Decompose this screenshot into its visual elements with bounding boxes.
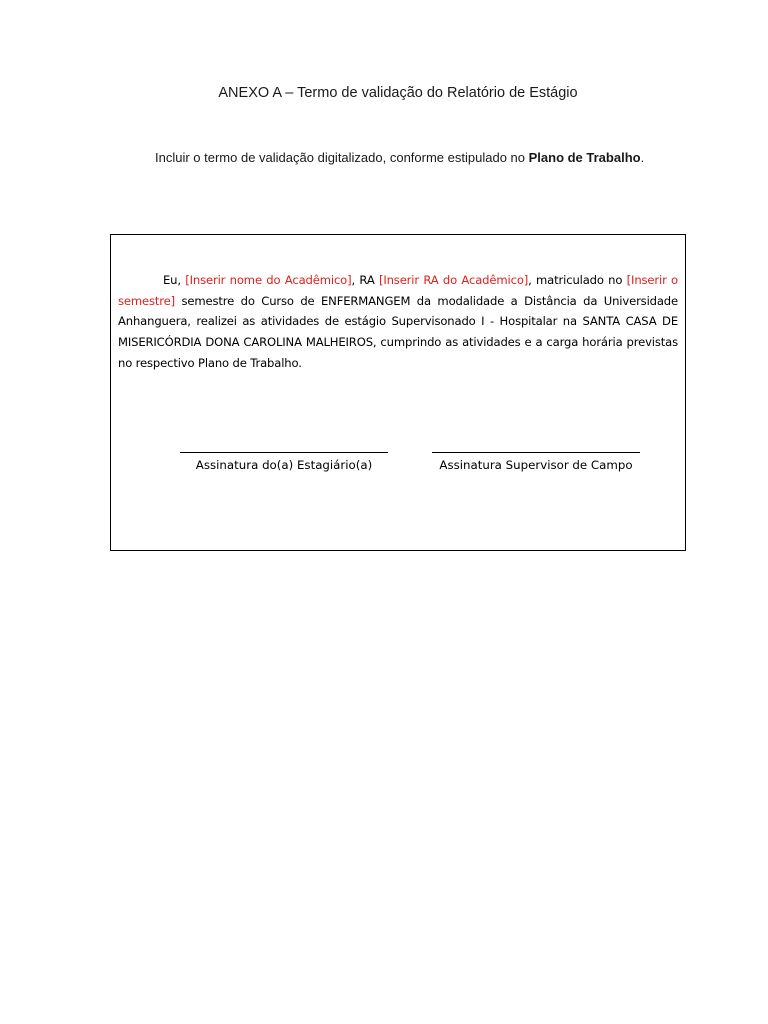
placeholder-name: [Inserir nome do Acadêmico] <box>185 273 352 287</box>
validation-box <box>110 234 686 551</box>
student-signature-label: Assinatura do(a) Estagiário(a) <box>195 458 373 472</box>
student-signature <box>174 452 394 472</box>
placeholder-semester: [Inserir o semestre] <box>118 273 678 308</box>
intro-paragraph <box>110 147 686 169</box>
declaration-text-4: semestre do Curso de ENFERMANGEM da modalidade a Distância da Universidade Anhanguera, realizei as atividades de estágio Supervisonado I - Hospitalar na SANTA CASA DE MISERICÓRDIA DONA CAROLINA MALHEIROS, cumprindo as atividades e a carga horária previstas no respectivo Plano de Trabalho. <box>118 293 678 370</box>
supervisor-signature-label: Assinatura Supervisor de Campo <box>439 458 633 472</box>
intro-end: . <box>640 150 645 165</box>
supervisor-signature <box>426 452 646 472</box>
declaration-text-3: , matriculado no <box>528 273 627 287</box>
declaration-text-2: , RA <box>351 273 379 287</box>
signature-line <box>432 452 640 453</box>
signature-line <box>180 452 388 453</box>
page-title: ANEXO A – Termo de validação do Relatório de Estágio <box>218 85 578 101</box>
declaration-text-1: Eu, <box>163 273 186 287</box>
declaration-paragraph <box>118 270 678 374</box>
placeholder-ra: [Inserir RA do Acadêmico] <box>378 273 529 287</box>
intro-bold-text: Plano de Trabalho <box>528 150 641 165</box>
intro-text: Incluir o termo de validação digitalizado, conforme estipulado no <box>155 150 529 165</box>
